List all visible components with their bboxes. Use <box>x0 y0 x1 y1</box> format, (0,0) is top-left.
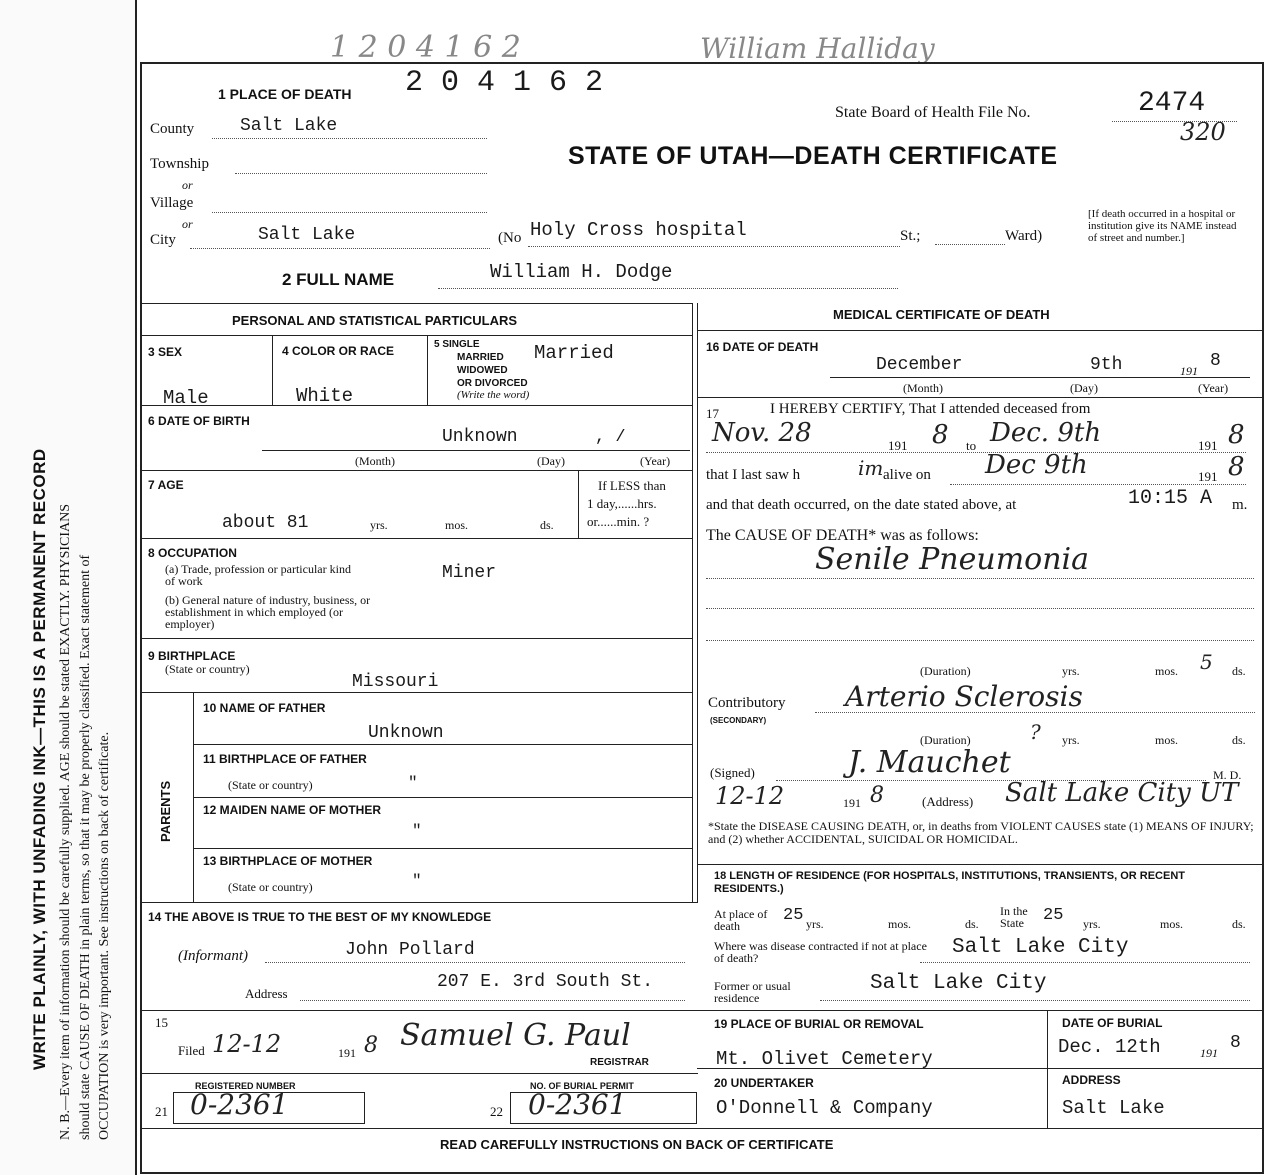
filed-date: 12-12 <box>212 1030 282 1058</box>
in-state-years: 25 <box>1043 906 1064 925</box>
birthplace-label: 9 BIRTHPLACE <box>148 649 236 663</box>
village-label: Village <box>150 195 194 211</box>
undertaker-value: O'Donnell & Company <box>716 1097 933 1119</box>
mother-birthplace-value: " <box>412 872 422 890</box>
informant-heading: 14 THE ABOVE IS TRUE TO THE BEST OF MY KNOWLEDGE <box>148 910 492 924</box>
signed-label: (Signed) <box>710 765 755 780</box>
full-name-value: William H. Dodge <box>490 261 673 283</box>
burial-place: Mt. Olivet Cemetery <box>716 1048 933 1070</box>
occupation-label: 8 OCCUPATION <box>148 546 237 560</box>
father-birthplace-value: " <box>408 774 418 792</box>
father-birthplace-label: 11 BIRTHPLACE OF FATHER <box>203 752 367 766</box>
undertaker-label: 20 UNDERTAKER <box>714 1076 814 1090</box>
age-value: about 81 <box>222 513 309 533</box>
filed-label: Filed <box>178 1043 205 1058</box>
street-label: St.; <box>900 228 921 244</box>
city-value: Salt Lake <box>258 225 356 245</box>
instruction-line-1: N. B.—Every item of information should be carefully supplied. AGE should be stated EXACTLY. PHYSICIANS <box>58 503 73 1140</box>
medical-section-title: MEDICAL CERTIFICATE OF DEATH <box>833 307 1050 322</box>
instruction-line-3: OCCUPATION is very important. See instructions on back of certificate. <box>97 731 112 1140</box>
physician-address: Salt Lake City UT <box>1005 778 1239 808</box>
birthplace-value: Missouri <box>352 672 439 692</box>
at-place-years: 25 <box>783 906 804 925</box>
dod-month: December <box>876 355 963 375</box>
footer-instructions: READ CAREFULLY INSTRUCTIONS ON BACK OF CERTIFICATE <box>440 1137 834 1152</box>
township-label: Township <box>150 156 209 172</box>
burial-date-label: DATE OF BURIAL <box>1062 1016 1163 1030</box>
hospital-note: [If death occurred in a hospital or institution give its NAME instead of street and number.] <box>1088 208 1237 244</box>
informant-value: John Pollard <box>345 940 475 960</box>
parents-label: PARENTS <box>158 780 173 842</box>
full-name-label: 2 FULL NAME <box>282 270 395 289</box>
county-value: Salt Lake <box>240 116 338 136</box>
father-name-label: 10 NAME OF FATHER <box>203 701 326 715</box>
dod-label: 16 DATE OF DEATH <box>706 340 819 354</box>
death-time: 10:15 A <box>1128 487 1213 510</box>
mother-name-value: " <box>412 822 422 840</box>
side-instructions-panel <box>0 0 137 1175</box>
instruction-line-2: should state CAUSE OF DEATH in plain terms, so that it may be properly classified. Exact statement of <box>78 554 93 1140</box>
hospital-name: Holy Cross hospital <box>530 219 747 241</box>
father-name-value: Unknown <box>368 723 444 743</box>
mother-birthplace-label: 13 BIRTHPLACE OF MOTHER <box>203 854 373 868</box>
contributory-label: Contributory <box>708 695 786 711</box>
violent-causes-note: *State the DISEASE CAUSING DEATH, or, in deaths from VIOLENT CAUSES state (1) MEANS OF INJURY; and (2) whether ACCIDENTAL, SUICIDAL OR HOMICIDAL. <box>708 819 1254 846</box>
last-saw-date: Dec 9th <box>985 450 1088 480</box>
undertaker-address-value: Salt Lake <box>1062 1097 1165 1119</box>
undertaker-address-label: ADDRESS <box>1062 1073 1121 1087</box>
attended-to: Dec. 9th <box>990 418 1102 448</box>
registrar-label: REGISTRAR <box>590 1057 649 1068</box>
attended-from: Nov. 28 <box>712 418 812 448</box>
ward-label: Ward) <box>1005 228 1043 244</box>
physician-signature: J. Mauchet <box>848 745 1011 780</box>
registered-number-value: 0-2361 <box>190 1088 289 1121</box>
dob-value: Unknown <box>442 427 518 447</box>
county-label: County <box>150 121 195 137</box>
informant-address-value: 207 E. 3rd South St. <box>437 972 654 992</box>
place-of-death-label: 1 PLACE OF DEATH <box>218 86 352 102</box>
faded-top-name: William Halliday <box>700 32 935 65</box>
sex-label: 3 SEX <box>148 345 183 359</box>
faded-top-number: 1 2 0 4 1 6 2 <box>330 30 521 65</box>
personal-section-title: PERSONAL AND STATISTICAL PARTICULARS <box>232 313 518 328</box>
marital-value: Married <box>534 342 614 364</box>
file-number-value: 2474 <box>1138 88 1206 119</box>
dod-day: 9th <box>1090 355 1123 375</box>
age-label: 7 AGE <box>148 478 184 492</box>
certify-text: I HEREBY CERTIFY, That I attended deceased from <box>770 401 1091 417</box>
occupation-value: Miner <box>442 563 497 583</box>
dob-label: 6 DATE OF BIRTH <box>148 414 250 428</box>
registrar-signature: Samuel G. Paul <box>400 1018 631 1053</box>
mother-name-label: 12 MAIDEN NAME OF MOTHER <box>203 803 382 817</box>
burial-label: 19 PLACE OF BURIAL OR REMOVAL <box>714 1017 924 1031</box>
place-of-death-stamp: 2 0 4 1 6 2 <box>405 66 604 100</box>
permanent-record-notice: WRITE PLAINLY, WITH UNFADING INK—THIS IS A PERMANENT RECORD <box>30 448 49 1070</box>
informant-address-label: Address <box>245 986 288 1001</box>
former-residence: Salt Lake City <box>870 972 1047 995</box>
burial-permit-value: 0-2361 <box>528 1088 627 1121</box>
cause-of-death: Senile Pneumonia <box>815 542 1089 577</box>
sex-value: Male <box>163 387 209 409</box>
file-number-label: State Board of Health File No. <box>835 104 1031 121</box>
file-number-extra: 320 <box>1180 118 1226 146</box>
color-value: White <box>296 385 354 407</box>
informant-label: (Informant) <box>178 948 248 964</box>
residence-label: 18 LENGTH OF RESIDENCE (FOR HOSPITALS, INSTITUTIONS, TRANSIENTS, OR RECENT RESIDENTS.) <box>714 870 1185 895</box>
contributory-value: Arterio Sclerosis <box>845 680 1083 713</box>
city-label: City <box>150 232 176 248</box>
duration-value: 5 <box>1200 650 1213 674</box>
color-label: 4 COLOR OR RACE <box>282 344 395 358</box>
cause-label: The CAUSE OF DEATH* was as follows: <box>706 527 979 544</box>
contracted-location: Salt Lake City <box>952 936 1129 959</box>
street-no-label: (No <box>498 230 522 246</box>
certificate-title: STATE OF UTAH—DEATH CERTIFICATE <box>568 142 1058 170</box>
burial-date: Dec. 12th <box>1058 1036 1161 1058</box>
signed-date: 12-12 <box>715 782 785 810</box>
